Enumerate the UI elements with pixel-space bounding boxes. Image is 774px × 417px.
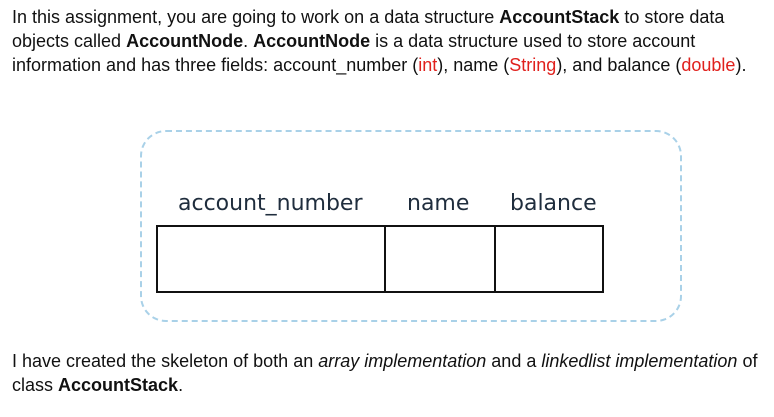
balance-cell (496, 227, 601, 291)
intro-text-4: is a data structure used to store account information and has three fields: account_number ( (12, 31, 696, 75)
closing-text-3: of class (12, 351, 758, 395)
type-double: double (681, 55, 736, 75)
account-node-record (156, 225, 604, 293)
account-number-cell (158, 227, 386, 291)
account-stack-keyword-2: AccountStack (58, 375, 179, 395)
linkedlist-implementation-text: linkedlist implementation (541, 351, 738, 371)
intro-text-7: ). (735, 55, 747, 75)
closing-text-4: . (178, 375, 184, 395)
field-label-account-number: account_number (178, 191, 363, 216)
field-label-balance: balance (510, 191, 597, 216)
account-node-keyword-2: AccountNode (253, 31, 371, 51)
type-int: int (418, 55, 438, 75)
closing-text-2: and a (486, 351, 542, 371)
array-implementation-text: array implementation (318, 351, 487, 371)
intro-text-3: . (243, 31, 254, 51)
intro-text-1: In this assignment, you are going to work on a data structure (12, 7, 500, 27)
account-stack-keyword: AccountStack (499, 7, 620, 27)
intro-paragraph (12, 5, 764, 77)
intro-text-5: ), name ( (437, 55, 510, 75)
intro-text-6: ), and balance ( (556, 55, 682, 75)
field-label-name: name (407, 191, 470, 216)
closing-text-1: I have created the skeleton of both an (12, 351, 319, 371)
account-node-keyword: AccountNode (126, 31, 244, 51)
type-string: String (509, 55, 557, 75)
closing-paragraph (12, 349, 764, 397)
name-cell (386, 227, 496, 291)
intro-text-2: to store data objects called (12, 7, 725, 51)
